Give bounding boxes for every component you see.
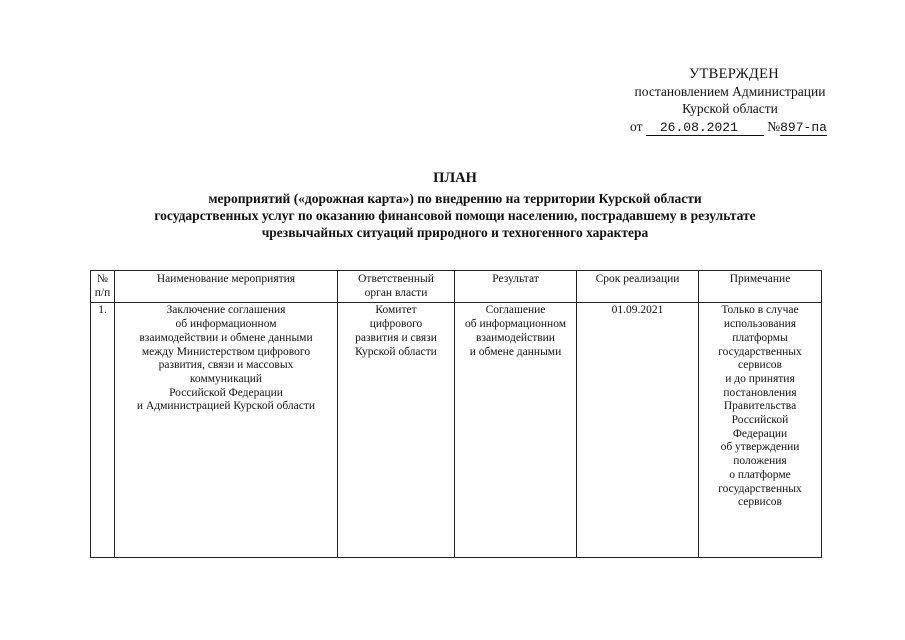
approval-date: 26.08.2021 [646, 121, 764, 136]
heading-line-2: государственных услуг по оказанию финансовой помощи населению, пострадавшему в результате [154, 208, 756, 223]
row-name: Заключение соглашения об информационном взаимодействии и обмене данными между Министерством цифрового развития, связи и массовых коммуникаций Российской Федерации и Администрацией Курской области [115, 303, 338, 558]
plan-table [90, 270, 822, 558]
header-result: Результат [455, 271, 577, 303]
row-num: 1. [91, 303, 115, 558]
approval-date-number [600, 118, 860, 136]
header-num: № п/п [91, 271, 115, 303]
document-heading [90, 170, 820, 241]
approval-title: УТВЕРЖДЕН [688, 66, 780, 82]
row-responsible: Комитет цифрового развития и связи Курской области [338, 303, 455, 558]
row-term: 01.09.2021 [577, 303, 699, 558]
row-note: Только в случае использования платформы государственных сервисов и до принятия постановления Правительства Российской Федерации об утверждении положения о платформе государственных сервисов [699, 303, 822, 558]
document-title: ПЛАН [433, 170, 477, 186]
heading-line-3: чрезвычайных ситуаций природного и техногенного характера [261, 225, 649, 240]
table-row [91, 303, 822, 558]
row-result: Соглашение об информационном взаимодействии и обмене данными [455, 303, 577, 558]
approval-block [600, 66, 860, 136]
approval-number: 897-па [780, 120, 827, 135]
header-responsible: Ответственный орган власти [338, 271, 455, 303]
header-term: Срок реализации [577, 271, 699, 303]
approval-authority: постановлением Администрации [634, 84, 826, 99]
header-name: Наименование мероприятия [115, 271, 338, 303]
approval-region: Курской области [682, 101, 778, 116]
date-prefix: от [630, 119, 643, 134]
header-note: Примечание [699, 271, 822, 303]
heading-line-1: мероприятий («дорожная карта») по внедрению на территории Курской области [208, 191, 702, 206]
table-header-row [91, 271, 822, 303]
number-prefix: № [767, 119, 781, 134]
